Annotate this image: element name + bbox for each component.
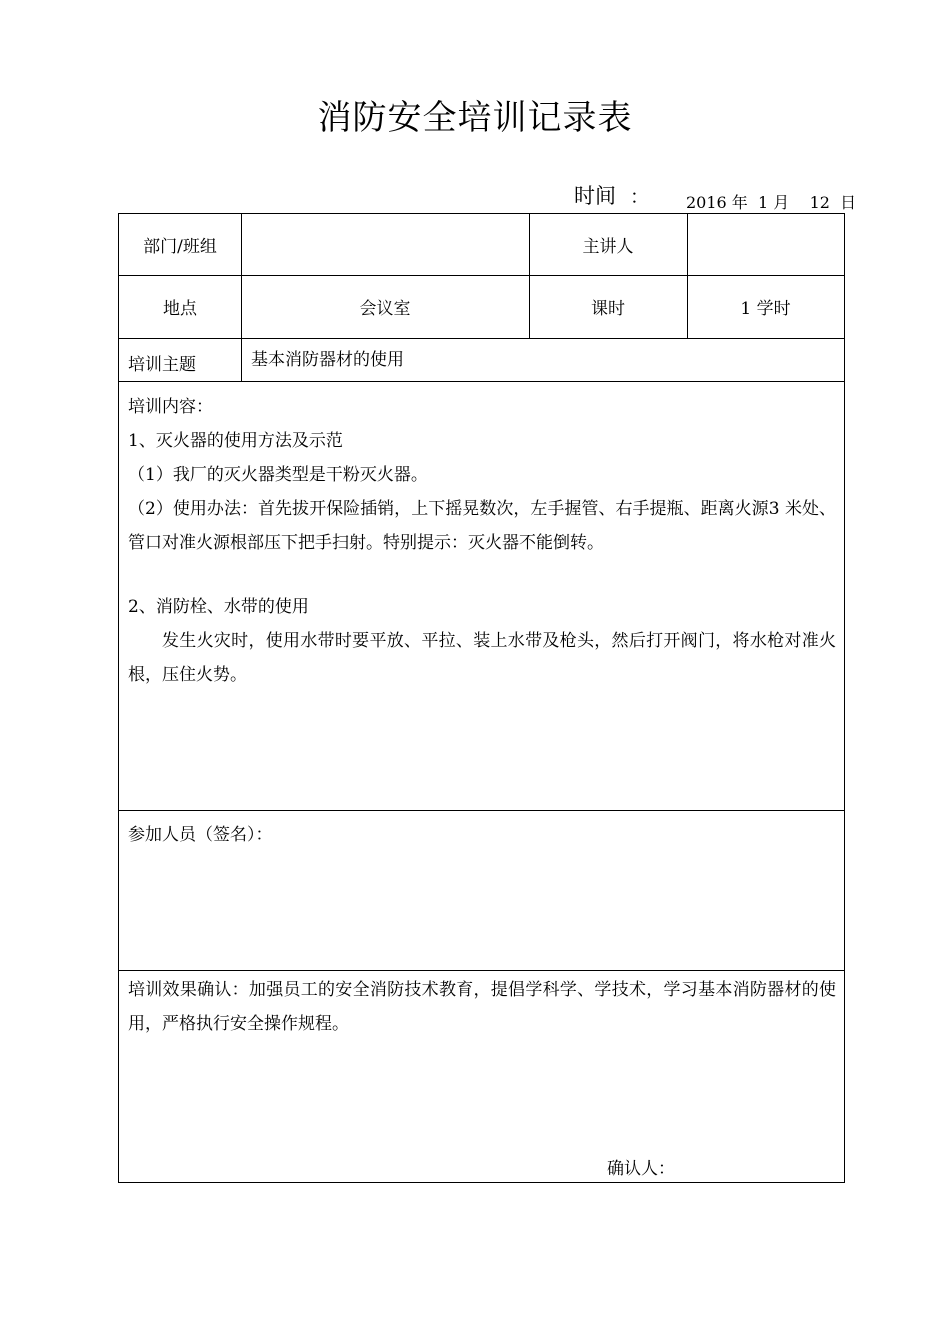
topic-label: 培训主题 [128, 355, 196, 375]
spacer [128, 560, 836, 590]
confirmer-label: 确认人： [607, 1159, 675, 1179]
row-divider [119, 381, 844, 382]
participants-label: 参加人员（签名）： [128, 825, 273, 845]
content-item2-title: 2、消防栓、水带的使用 [128, 597, 309, 617]
topic-field[interactable]: 基本消防器材的使用 [251, 350, 404, 370]
location-label: 地点 [163, 299, 197, 319]
training-content [128, 390, 836, 692]
training-record-form [118, 213, 845, 1183]
row-divider [119, 970, 844, 971]
dept-label: 部门/班组 [143, 237, 217, 257]
date-colon: ： [630, 186, 650, 208]
row-divider [119, 810, 844, 811]
row-divider [119, 338, 844, 339]
speaker-field[interactable] [687, 214, 844, 275]
speaker-label: 主讲人 [582, 237, 634, 257]
page-title: 消防安全培训记录表 [317, 98, 633, 138]
content-item1-title: 1、灭火器的使用方法及示范 [128, 431, 343, 451]
hours-label: 课时 [591, 299, 625, 319]
content-heading: 培训内容： [128, 397, 213, 417]
content-item1-paragraph: （1）我厂的灭火器类型是干粉灭火器。 [128, 465, 428, 485]
dept-field[interactable] [241, 214, 529, 275]
date-value: 2016 年 1 月 12 日 [686, 193, 857, 212]
date-row [574, 180, 857, 212]
content-item1-paragraph: （2）使用办法：首先拔开保险插销，上下摇晃数次，左手握管、右手提瓶、距离火源3 米处、管口对准火源根部压下把手扫射。特别提示：灭火器不能倒转。 [128, 499, 836, 553]
location-field[interactable]: 会议室 [359, 299, 411, 319]
content-item2-paragraph: 发生火灾时，使用水带时要平放、平拉、装上水带及枪头，然后打开阀门，将水枪对准火根，压住火势。 [128, 631, 836, 685]
hours-field[interactable]: 1 学时 [740, 299, 791, 319]
effect-confirmation-text: 培训效果确认：加强员工的安全消防技术教育，提倡学科学、学技术，学习基本消防器材的使用，严格执行安全操作规程。 [128, 980, 836, 1034]
date-label: 时间 [574, 184, 616, 208]
